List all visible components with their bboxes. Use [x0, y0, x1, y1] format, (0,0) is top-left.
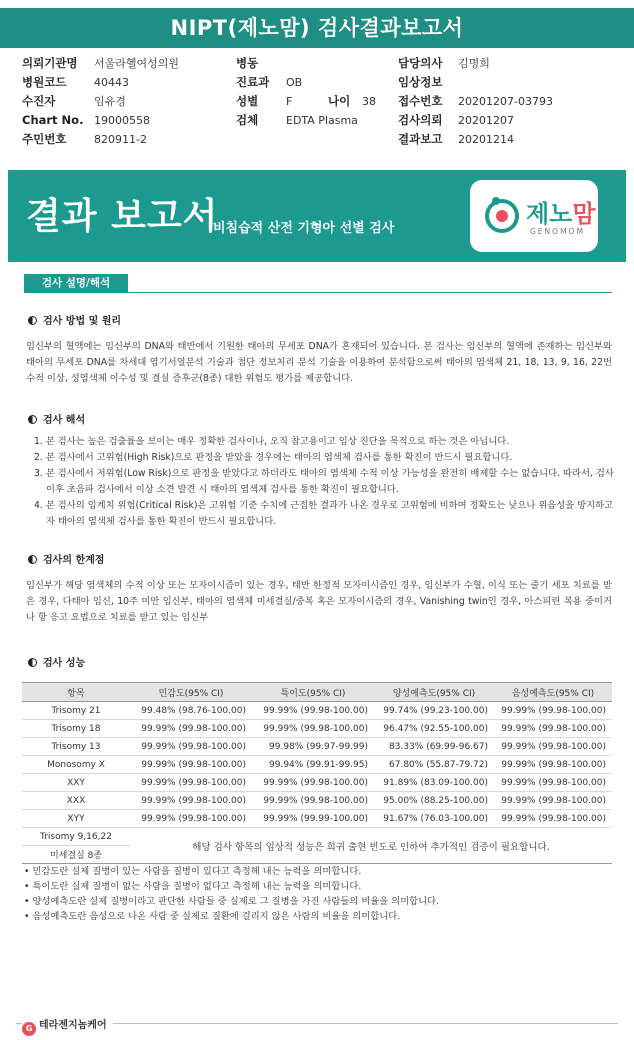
cell-item: Trisomy 18 [22, 720, 130, 738]
cell-npv: 99.99% (99.98-100.00) [494, 792, 612, 810]
label-resident-no: 주민번호 [22, 132, 67, 146]
cell-specificity: 99.98% (99.97-99.99) [252, 738, 374, 756]
cell-item: Trisomy 13 [22, 738, 130, 756]
report-banner [8, 170, 626, 262]
label-department: 진료과 [236, 75, 270, 89]
logo-english: GENOMOM [530, 227, 585, 236]
value-resident-no: 820911-2 [94, 133, 147, 146]
note-item: • 양성예측도란 실제 질병이라고 판단한 사람들 중 실제로 그 질병을 가진 사람들의 비율을 의미합니다. [24, 896, 440, 907]
perf-heading [28, 654, 85, 669]
footer-company [22, 1016, 113, 1036]
cell-npv: 99.99% (99.98-100.00) [494, 738, 612, 756]
cell-specificity: 99.94% (99.91-99.95) [252, 756, 374, 774]
table-row [22, 738, 612, 756]
value-sex: F [286, 95, 293, 108]
table-row [22, 792, 612, 810]
method-text: 임신부의 혈액에는 임신부의 DNA와 태반에서 기원한 태아의 무세포 DNA가 혼재되어 있습니다. 본 검사는 임신부의 혈액에 존재하는 임신부와 태아의 무세포 DNA를 차세대 염기서열분석 기술과 첨단 정보처리 분석 기술을 이용하여 분석함으로써 태아의 염색체 21, 18, 13, 9, 16, 22번 수적 이상, 성염색체 이수성 및 결실 증후군(8종) 대한 위험도 평가를 제공합니다. [26, 341, 612, 384]
section-divider [24, 292, 612, 293]
cell-sensitivity: 99.99% (99.98-100.00) [130, 720, 252, 738]
interp-list [34, 434, 614, 530]
logo-name-a: 제노 [526, 200, 573, 228]
value-doctor: 김명희 [458, 57, 490, 70]
table-row [22, 810, 612, 828]
cell-specificity: 99.99% (99.98-100.00) [252, 792, 374, 810]
cell-ppv: 91.89% (83.09-100.00) [374, 774, 494, 792]
interp-item: 3. 본 검사에서 저위험(Low Risk)으로 판정을 받았다고 하더라도 태아의 염색체 수적 이상 가능성을 완전히 배제할 수는 없습니다. 따라서, 검사 이후 초음파 검사에서 이상 소견 발견 시 태아의 염색체 검사를 통한 확진이 필요합니다. [34, 468, 614, 495]
interp-item: 1. 본 검사는 높은 검출률을 보이는 매우 정확한 검사이나, 오직 참고용이고 임상 진단을 목적으로 하는 것은 아닙니다. [34, 436, 510, 447]
col-header: 양성예측도(95% CI) [374, 683, 494, 702]
table-header-row [22, 683, 612, 702]
cell-extra-note: 해당 검사 항목의 임상적 성능은 희귀 출현 빈도로 인하여 추가적인 검증이 필요합니다. [130, 828, 612, 864]
cell-sensitivity: 99.48% (98.76-100.00) [130, 702, 252, 720]
col-header: 항목 [22, 683, 130, 702]
cell-npv: 99.99% (99.98-100.00) [494, 756, 612, 774]
half-circle-icon [28, 415, 37, 424]
limits-heading-text: 검사의 한계점 [43, 555, 105, 566]
genomom-logo [470, 180, 598, 252]
cell-specificity: 99.99% (99.98-100.00) [252, 702, 374, 720]
label-receipt-no: 접수번호 [398, 94, 443, 108]
method-heading [28, 312, 121, 327]
col-header: 음성예측도(95% CI) [494, 683, 612, 702]
info-col-1 [22, 54, 232, 149]
banner-title: 결과 보고서 [26, 196, 219, 237]
footer-company-name: 테라젠지놈케어 [39, 1020, 107, 1031]
value-age: 38 [362, 95, 376, 108]
patient-info [22, 54, 622, 150]
half-circle-icon [28, 555, 37, 564]
table-row [22, 702, 612, 720]
label-doctor: 담당의사 [398, 56, 443, 70]
table-row [22, 756, 612, 774]
value-specimen: EDTA Plasma [286, 114, 358, 127]
cell-ppv: 91.67% (76.03-100.00) [374, 810, 494, 828]
label-sex: 성별 [236, 94, 259, 108]
cell-ppv: 99.74% (99.23-100.00) [374, 702, 494, 720]
cell-ppv: 95.00% (88.25-100.00) [374, 792, 494, 810]
value-request-date: 20201207 [458, 114, 514, 127]
banner-subtitle: 비침습적 산전 기형아 선별 검사 [213, 221, 395, 236]
cell-item: 미세결실 8종 [22, 846, 130, 864]
value-chart-no: 19000558 [94, 114, 150, 127]
limits-heading [28, 551, 104, 566]
half-circle-icon [28, 316, 37, 325]
perf-heading-text: 검사 성능 [43, 658, 86, 669]
cell-npv: 99.99% (99.98-100.00) [494, 774, 612, 792]
cell-ppv: 83.33% (69.99-96.67) [374, 738, 494, 756]
label-age: 나이 [328, 94, 351, 108]
value-department: OB [286, 76, 303, 89]
gc-logo-icon: G [22, 1022, 36, 1036]
value-requesting-org: 서울라헬여성의원 [94, 57, 180, 70]
cell-item: XXY [22, 774, 130, 792]
label-requesting-org: 의뢰기관명 [22, 56, 78, 70]
cell-item: Monosomy X [22, 756, 130, 774]
cell-specificity: 99.99% (99.99-100.00) [252, 810, 374, 828]
definition-notes [24, 864, 439, 924]
cell-item: Trisomy 21 [22, 702, 130, 720]
value-patient-name: 임유경 [94, 95, 126, 108]
cell-sensitivity: 99.99% (99.98-100.00) [130, 738, 252, 756]
label-clinical-info: 임상정보 [398, 75, 443, 89]
interp-heading [28, 411, 85, 426]
cell-item: XYY [22, 810, 130, 828]
note-item: • 음성예측도란 음성으로 나온 사람 중 실제로 질환에 걸리지 않은 사람의 비율을 의미합니다. [24, 911, 401, 922]
info-col-3 [398, 54, 622, 149]
label-hospital-code: 병원코드 [22, 75, 67, 89]
interp-heading-text: 검사 해석 [43, 415, 86, 426]
cell-npv: 99.99% (99.98-100.00) [494, 702, 612, 720]
cell-item: Trisomy 9,16,22 [22, 828, 130, 846]
label-request-date: 검사의뢰 [398, 113, 443, 127]
label-ward: 병동 [236, 56, 259, 70]
col-header: 민감도(95% CI) [130, 683, 252, 702]
note-item: • 민감도란 실제 질병이 있는 사람을 질병이 있다고 측정해 내는 능력을 의미합니다. [24, 866, 362, 877]
col-header: 특이도(95% CI) [252, 683, 374, 702]
table-row [22, 774, 612, 792]
interp-item: 2. 본 검사에서 고위험(High Risk)으로 판정을 받았을 경우에는 태아의 염색체 검사를 통한 확진이 반드시 필요합니다. [34, 452, 513, 463]
note-item: • 특이도란 실제 질병이 없는 사람을 질병이 없다고 측정해 내는 능력을 의미합니다. [24, 881, 362, 892]
info-col-2 [236, 54, 396, 130]
label-patient-name: 수진자 [22, 94, 56, 108]
genomom-logo-icon [482, 194, 522, 234]
half-circle-icon [28, 658, 37, 667]
cell-sensitivity: 99.99% (99.98-100.00) [130, 810, 252, 828]
section-tab: 검사 설명/해석 [24, 274, 128, 292]
logo-name-b: 맘 [572, 200, 596, 228]
cell-sensitivity: 99.99% (99.98-100.00) [130, 756, 252, 774]
cell-npv: 99.99% (99.98-100.00) [494, 720, 612, 738]
cell-specificity: 99.99% (99.98-100.00) [252, 774, 374, 792]
value-receipt-no: 20201207-03793 [458, 95, 553, 108]
cell-ppv: 67.80% (55.87-79.72) [374, 756, 494, 774]
table-row [22, 828, 612, 846]
cell-npv: 99.99% (99.98-100.00) [494, 810, 612, 828]
cell-item: XXX [22, 792, 130, 810]
logo-name [526, 194, 596, 229]
cell-ppv: 96.47% (92.55-100.00) [374, 720, 494, 738]
cell-specificity: 99.99% (99.98-100.00) [252, 720, 374, 738]
value-report-date: 20201214 [458, 133, 514, 146]
label-specimen: 검체 [236, 113, 259, 127]
table-row [22, 720, 612, 738]
interp-item: 4. 본 검사의 임계치 위험(Critical Risk)은 고위험 기준 수치에 근접한 결과가 나온 경우로 고위험에 비하여 정확도는 낮으나 위음성을 방지하고자 태아의 염색체 검사를 통한 확진이 반드시 필요합니다. [34, 500, 614, 527]
method-heading-text: 검사 방법 및 원리 [43, 316, 122, 327]
limits-text: 임신부가 해당 염색체의 수적 이상 또는 모자이시즘이 있는 경우, 태반 한정적 모자이시즘인 경우, 임신부가 수혈, 이식 또는 줄기 세포 치료를 받은 경우, 다태아 임신, 10주 미만 임신부, 태아의 염색체 미세결실/중복 혹은 모자이시즘의 경우, Vanishing twin인 경우, 아스피린 복용 중이거나 항 응고 요법으로 치료를 받고 있는 임신부 [26, 580, 612, 623]
label-report-date: 결과보고 [398, 132, 443, 146]
cell-sensitivity: 99.99% (99.98-100.00) [130, 792, 252, 810]
performance-table [22, 682, 612, 864]
report-title: NIPT(제노맘) 검사결과보고서 [0, 8, 634, 48]
cell-sensitivity: 99.99% (99.98-100.00) [130, 774, 252, 792]
value-hospital-code: 40443 [94, 76, 129, 89]
label-chart-no: Chart No. [22, 113, 84, 127]
